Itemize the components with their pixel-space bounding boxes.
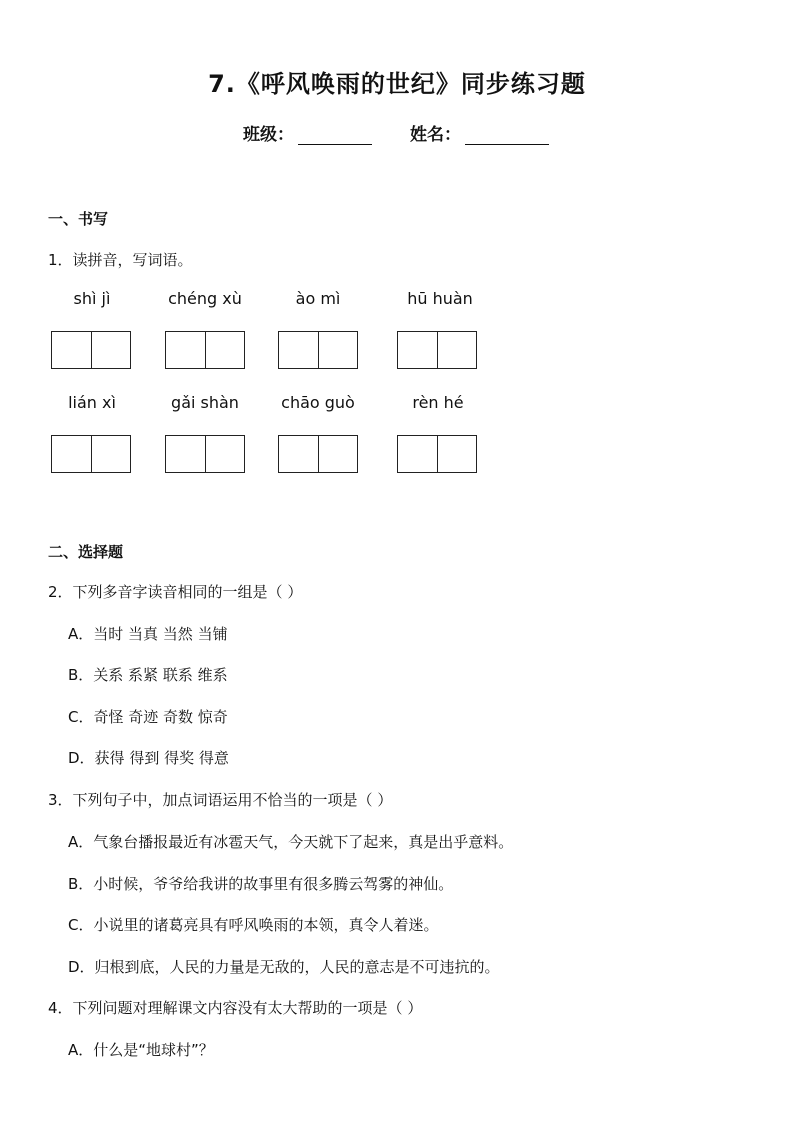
question-2-option-d[interactable]: D．获得 得到 得奖 得意 <box>68 749 229 767</box>
question-4-prompt: 4．下列问题对理解课文内容没有太大帮助的一项是（ ） <box>48 999 423 1017</box>
writing-box[interactable] <box>397 331 477 369</box>
pinyin-label: gǎi shàn <box>171 393 239 412</box>
name-label: 姓名： <box>410 125 461 145</box>
question-3-option-d[interactable]: D．归根到底，人民的力量是无敌的，人民的意志是不可违抗的。 <box>68 958 500 976</box>
class-label: 班级： <box>243 125 294 145</box>
page-title: 7.《呼风唤雨的世纪》同步练习题 <box>208 70 586 98</box>
question-3-option-c[interactable]: C．小说里的诸葛亮具有呼风唤雨的本领，真令人着迷。 <box>68 916 439 934</box>
pinyin-label: hū huàn <box>407 289 473 308</box>
question-2-option-a[interactable]: A．当时 当真 当然 当铺 <box>68 625 228 643</box>
name-field <box>410 120 549 145</box>
writing-box[interactable] <box>278 331 358 369</box>
class-blank[interactable] <box>298 126 372 145</box>
pinyin-label: chāo guò <box>281 393 355 412</box>
question-3-option-b[interactable]: B．小时候，爷爷给我讲的故事里有很多腾云驾雾的神仙。 <box>68 875 454 893</box>
pinyin-label: rèn hé <box>412 393 464 412</box>
question-3-prompt: 3．下列句子中，加点词语运用不恰当的一项是（ ） <box>48 791 393 809</box>
writing-box[interactable] <box>165 435 245 473</box>
question-3-option-a[interactable]: A．气象台播报最近有冰雹天气，今天就下了起来，真是出乎意料。 <box>68 833 514 851</box>
question-4-option-a[interactable]: A．什么是“地球村”？ <box>68 1041 214 1059</box>
pinyin-label: chéng xù <box>168 289 242 308</box>
name-blank[interactable] <box>465 126 549 145</box>
pinyin-label: lián xì <box>68 393 116 412</box>
pinyin-label: ào mì <box>295 289 341 308</box>
pinyin-label: shì jì <box>73 289 111 308</box>
question-2-option-c[interactable]: C．奇怪 奇迹 奇数 惊奇 <box>68 708 228 726</box>
writing-box[interactable] <box>51 435 131 473</box>
writing-box[interactable] <box>397 435 477 473</box>
question-2-option-b[interactable]: B．关系 系紧 联系 维系 <box>68 666 228 684</box>
section-writing-heading: 一、书写 <box>48 210 109 228</box>
writing-box[interactable] <box>51 331 131 369</box>
question-2-prompt: 2．下列多音字读音相同的一组是（ ） <box>48 583 303 601</box>
section-choice-heading: 二、选择题 <box>48 543 124 561</box>
writing-box[interactable] <box>278 435 358 473</box>
writing-box[interactable] <box>165 331 245 369</box>
question-1-prompt: 1．读拼音，写词语。 <box>48 251 193 269</box>
class-field <box>243 120 372 145</box>
